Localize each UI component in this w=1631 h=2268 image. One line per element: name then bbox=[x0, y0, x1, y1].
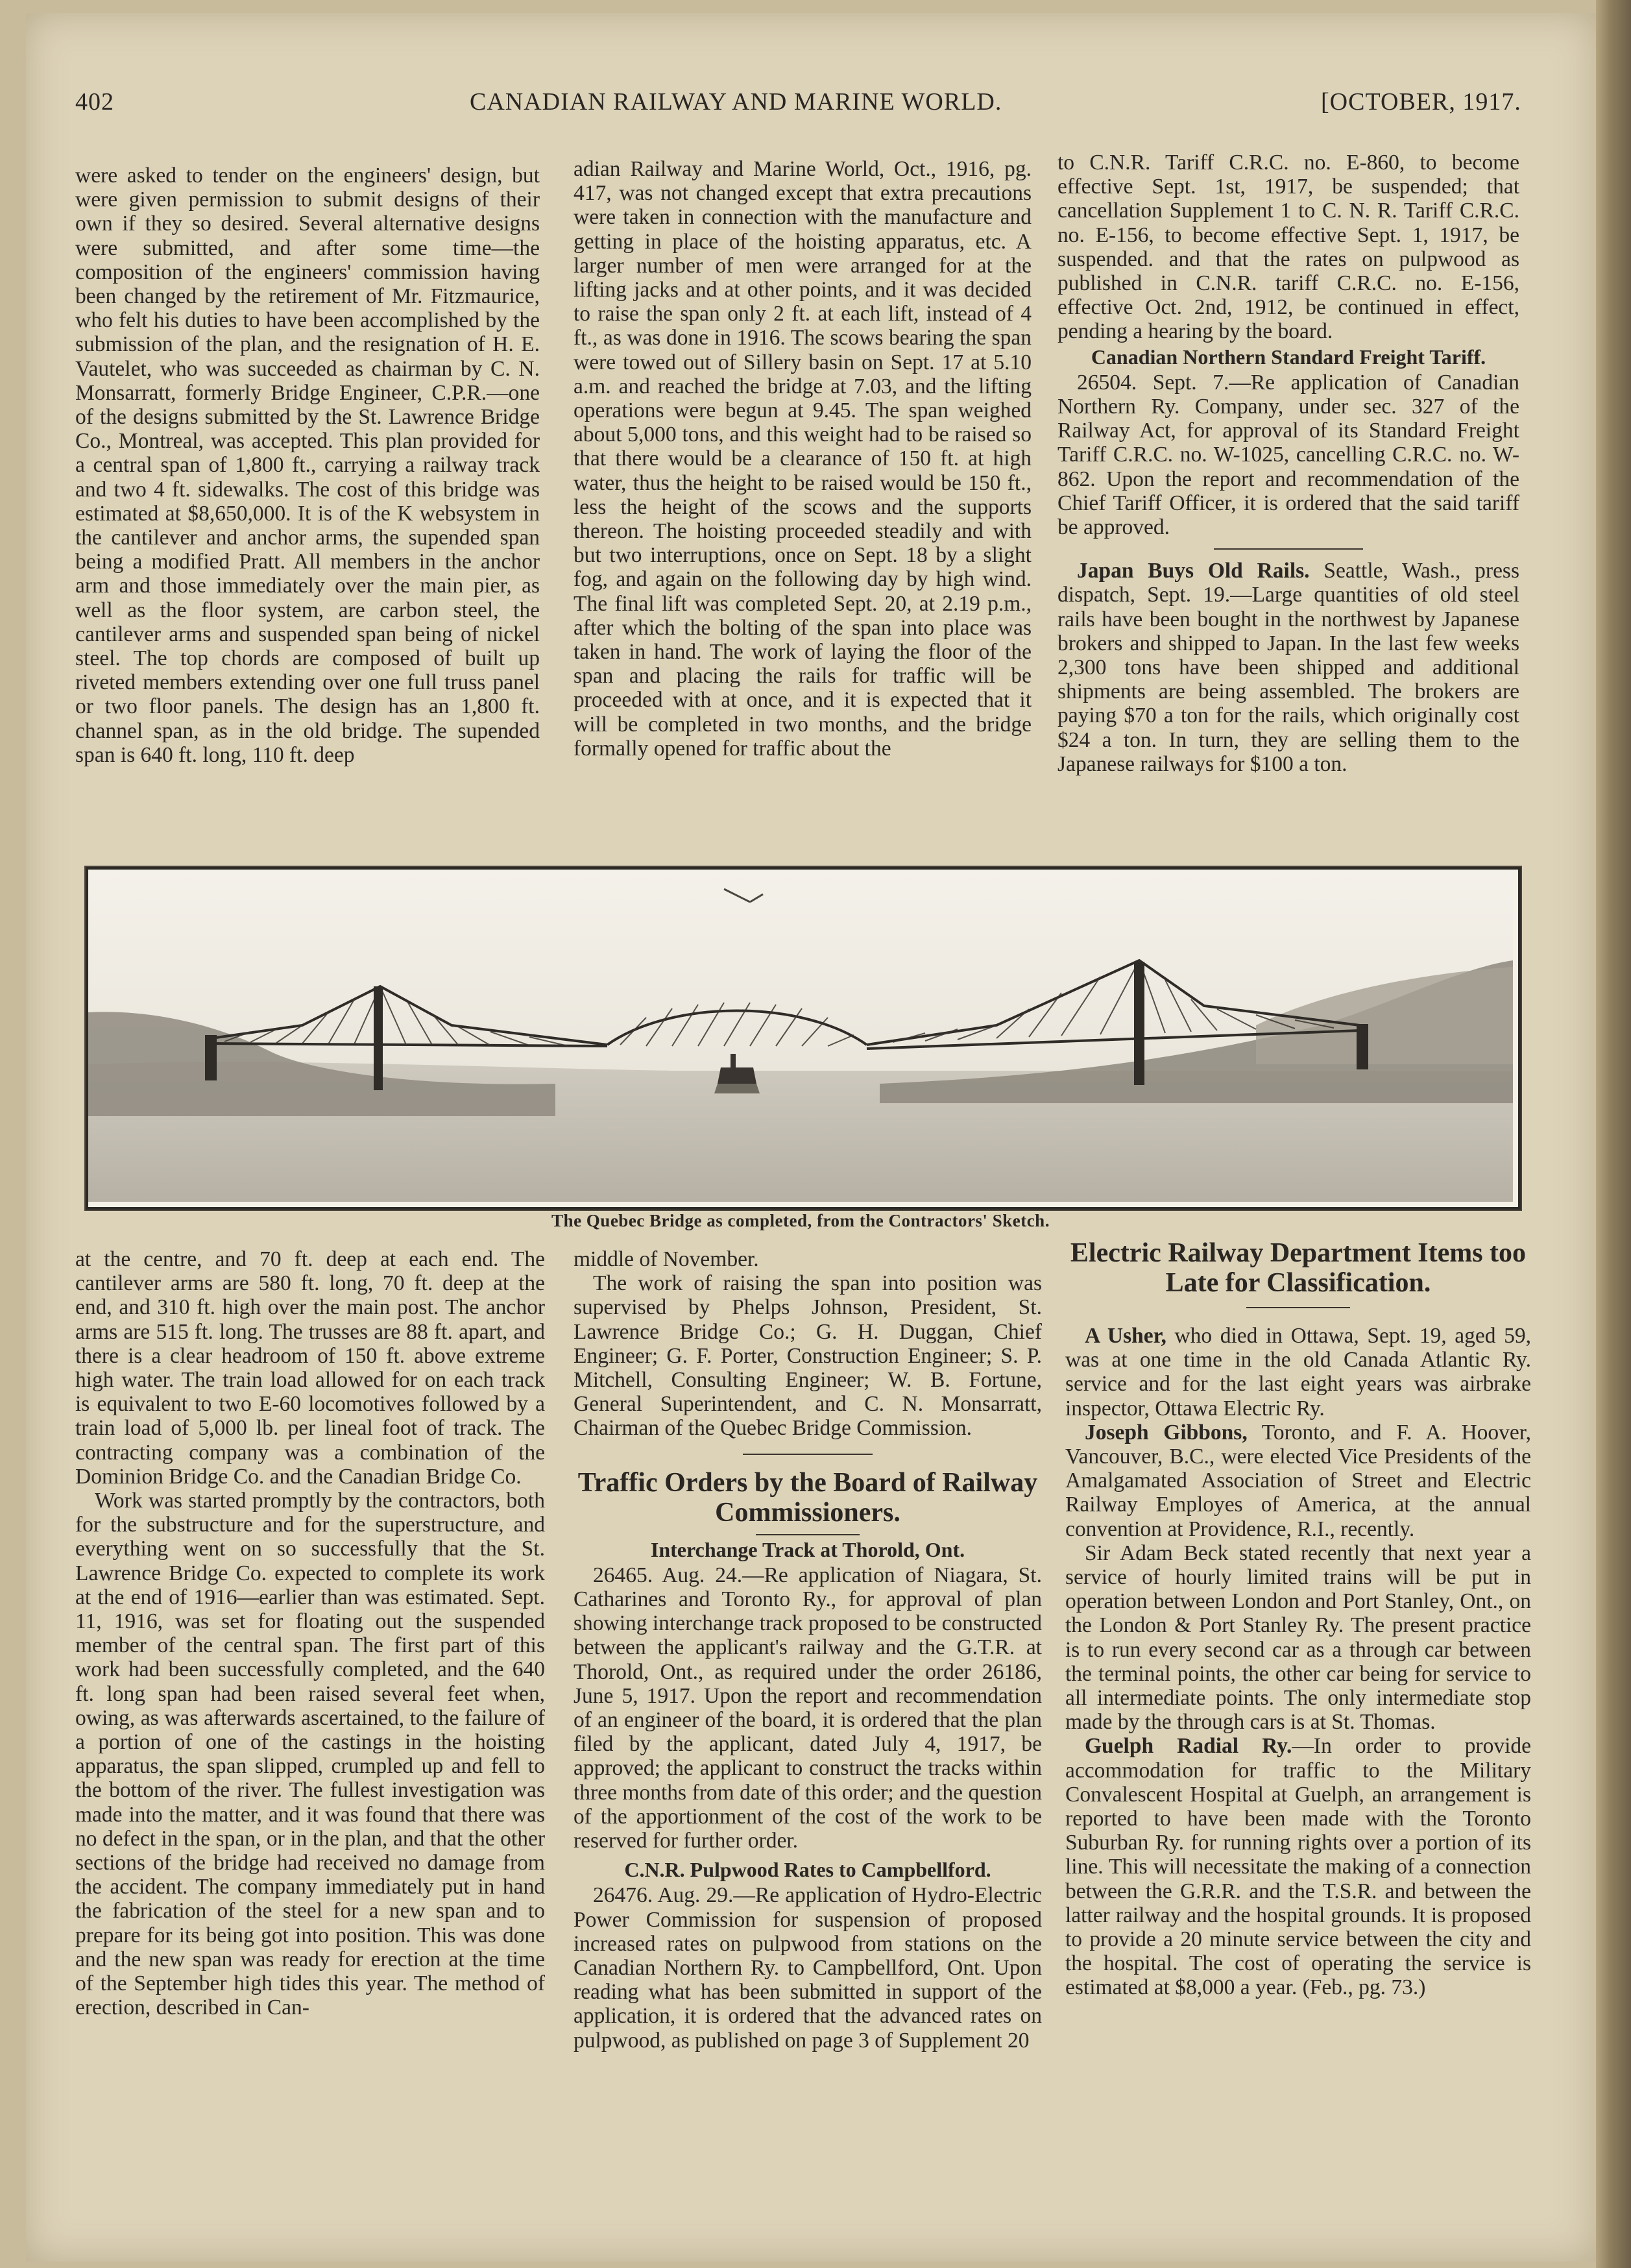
section-subheading: Canadian Northern Standard Freight Tariff. bbox=[1091, 345, 1486, 369]
news-item bbox=[1065, 1421, 1531, 1541]
news-item-lead: A Usher, bbox=[1085, 1324, 1166, 1348]
article-text: middle of November. bbox=[574, 1247, 759, 1271]
page-number: 402 bbox=[75, 88, 114, 116]
bottom-column-1 bbox=[75, 1247, 545, 2020]
news-item bbox=[1057, 559, 1519, 776]
news-item-text: —In order to provide accommodation for traffic to the Military Convalescent Hospital at Guelph, an arrangement is reported to have been made with the Toronto Suburban Ry. for running rights over a portion of its line. This will necessitate the making of a connection between the G.R.R. and the T.S.R. and between the latter railway and the hospital grounds. It is proposed to provide a 20 minute service between the city and the hospital. The cost of operating the service is estimated at $8,000 a year. (Feb., pg. 73.) bbox=[1065, 1734, 1531, 2000]
section-subheading: Interchange Track at Thorold, Ont. bbox=[650, 1537, 965, 1561]
news-item-lead: Japan Buys Old Rails. bbox=[1077, 559, 1310, 583]
news-item-text: Seattle, Wash., press dispatch, Sept. 19.—Large quantities of old steel rails have been bought in the northwest by Japanese brokers and shipped to Japan. In the last few weeks 2,300 tons have been shipped and additional shipments are being assembled. The brokers are paying $70 a ton for the rails, which originally cost $24 a ton. In turn, they are selling them to the Japanese railways for $100 a ton. bbox=[1057, 559, 1520, 776]
news-item-text: Toronto, and F. A. Hoover, Vancouver, B.C., were elected Vice Presidents of the Amalgamated Association of Street and Electric Railway Employes of America, at the annual convention at Providence, R.I., recently. bbox=[1065, 1420, 1531, 1541]
bottom-column-2 bbox=[574, 1247, 1042, 2053]
article-text: The work of raising the span into position was supervised by Phelps Johnson, President, St. Lawrence Bridge Co.; G. H. Duggan, Chief Engineer; G. F. Porter, Construction Engineer; S. P. Mitchell, Consulting Engineer; W. B. Fortune, General Superintendent, and C. N. Monsarratt, Chairman of the Quebec Bridge Commission. bbox=[574, 1271, 1042, 1441]
page-edge bbox=[1596, 0, 1631, 2268]
article-continuation-text: were asked to tender on the engineers' design, but were given permission to submit designs of their own if they so desired. Several alternative designs were submitted, and after some time—the composition of the engineers' commission having been changed by the retirement of Mr. Fitzmaurice, who felt his duties to have been accomplished by the submission of the plan, and the resignation of H. E. Vautelet, who was succeeded as chairman by C. N. Monsarratt, formerly Bridge Engineer, C.P.R.—one of the designs submitted by the St. Lawrence Bridge Co., Montreal, was accepted. This plan provided for a central span of 1,800 ft., carrying a railway track and two 4 ft. sidewalks. The cost of this bridge was estimated at $8,650,000. It is of the K websystem in the cantilever and anchor arms, the supended span being a modified Pratt. All members in the anchor arm and those immediately over the main pier, as well as the floor system, are carbon steel, the cantilever arms and suspended span being of nickel steel. The top chords are composed of built up riveted members extending over one full truss panel or two floor panels. The design has an 1,800 ft. channel span, as in the old bridge. The supended span is 640 ft. long, 110 ft. deep bbox=[75, 164, 540, 767]
news-item bbox=[1065, 1324, 1531, 1421]
article-continuation-text: adian Railway and Marine World, Oct., 1916, pg. 417, was not changed except that extra precautions were taken in connection with the manufacture and getting in place of the hoisting apparatus, etc. A larger number of men were arranged for at the lifting jacks and at other points, and it was decided to raise the span only 2 ft. at each lift, instead of 4 ft., as was done in 1916. The scows bearing the span were towed out of Sillery basin on Sept. 17 at 5.10 a.m. and reached the bridge at 7.03, and the lifting operations were begun at 9.45. The span weighed about 5,000 tons, and this weight had to be raised so that there would be a clearance of 150 ft. at high water, thus the height to be raised would be 150 ft., less the height of the scows and the supports thereon. The hoisting proceeded steadily and with but two interruptions, once on Sept. 18 by a slight fog, and again on the following day by high wind. The final lift was completed Sept. 20, at 2.19 p.m., after which the bolting of the span into place was taken in hand. The work of laying the floor of the span and placing the rails for traffic will be proceeded with at once, and it is expected that it will be completed in two months, and the bridge formally opened for traffic about the bbox=[574, 157, 1032, 761]
quebec-bridge-illustration bbox=[88, 870, 1513, 1202]
bottom-column-3 bbox=[1065, 1236, 1531, 2000]
order-text: 26476. Aug. 29.—Re application of Hydro-Electric Power Commission for suspension of proposed increased rates on pulpwood from stations on the Canadian Northern Ry. to Campbellford, Ont. Upon reading what has been submitted in support of the application, it is ordered that the advanced rates on pulpwood, as published on page 3 of Supplement 20 bbox=[574, 1883, 1042, 2053]
heading-divider bbox=[756, 1534, 860, 1535]
photo-caption: The Quebec Bridge as completed, from the Contractors' Sketch. bbox=[551, 1211, 1050, 1230]
tariff-order-text: 26504. Sept. 7.—Re application of Canadian Northern Ry. Company, under sec. 327 of the Railway Act, for approval of its Standard Freight Tariff C.R.C. no. W-1025, cancelling C.R.C. no. W-862. Upon the report and recommendation of the Chief Tariff Officer, it is ordered that the said tariff be approved. bbox=[1057, 370, 1519, 540]
tariff-order-text: to C.N.R. Tariff C.R.C. no. E-860, to become effective Sept. 1st, 1917, be suspended; that cancellation Supplement 1 to C. N. R. Tariff C.R.C. no. E-156, to become effective Sept. 1, 1917, be suspended. and that the rates on pulpwood as published in C.N.R. tariff C.R.C. no. E-156, effective Oct. 2nd, 1912, be continued in effect, pending a hearing by the board. bbox=[1057, 151, 1519, 344]
section-heading: Traffic Orders by the Board of Railway Commissioners. bbox=[577, 1467, 1038, 1528]
section-divider bbox=[743, 1454, 873, 1455]
news-item-lead: Joseph Gibbons, bbox=[1085, 1420, 1248, 1445]
section-heading: Electric Railway Department Items too Late for Classification. bbox=[1070, 1238, 1527, 1298]
section-divider bbox=[1214, 548, 1363, 550]
top-column-1 bbox=[75, 164, 540, 767]
news-item bbox=[1065, 1734, 1531, 1999]
top-column-3 bbox=[1057, 151, 1519, 776]
news-item-lead: Guelph Radial Ry. bbox=[1085, 1734, 1292, 1759]
section-subheading: C.N.R. Pulpwood Rates to Campbellford. bbox=[624, 1858, 991, 1882]
news-item: Sir Adam Beck stated recently that next year a service of hourly limited trains will be put in operation between London and Port Stanley, Ont., on the London & Port Stanley Ry. The present practice is to run every second car as a through car between the terminal points, the other car being for service to all intermediate points. The only intermediate stop made by the through cars is at St. Thomas. bbox=[1065, 1541, 1531, 1735]
order-text: 26465. Aug. 24.—Re application of Niagara, St. Catharines and Toronto Ry., for approval of plan showing interchange track proposed to be constructed between the applicant's railway and the G.T.R. at Thorold, Ont., as required under the order 26186, June 5, 1917. Upon the report and recommendation of an engineer of the board, it is ordered that the plan filed by the applicant, dated July 4, 1917, be approved; the applicant to construct the tracks within three months from date of this order; and the question of the apportionment of the cost of the work to be reserved for further order. bbox=[574, 1563, 1042, 1853]
issue-date: [OCTOBER, 1917. bbox=[1321, 88, 1521, 116]
heading-divider bbox=[1246, 1307, 1350, 1308]
news-item-text: who died in Ottawa, Sept. 19, aged 59, was at one time in the old Canada Atlantic Ry. service and for the last eight years was airbrake inspector, Ottawa Electric Ry. bbox=[1065, 1324, 1532, 1421]
journal-title: CANADIAN RAILWAY AND MARINE WORLD. bbox=[470, 88, 1002, 116]
bridge-photo bbox=[86, 867, 1521, 1210]
article-text: Work was started promptly by the contractors, both for the substructure and for the superstructure, and everything went on so successfully that the St. Lawrence Bridge Co. expected to complete its work at the end of 1916—earlier than was estimated. Sept. 11, 1916, was set for floating out the suspended member of the central span. The first part of this work had been successfully completed, and the 640 ft. long span had been raised several feet when, owing, as was afterwards ascertained, to the failure of a portion of one of the castings in the hoisting apparatus, the span slipped, crumpled up and fell to the bottom of the river. The fullest investigation was made into the matter, and it was found that there was no defect in the span, or in the plan, and that the other sections of the bridge had received no damage from the accident. The company immediately put in hand the fabrication of the steel for a new span and to prepare for its being got into position. This was done and the new span was ready for erection at the time of the September high tides this year. The method of erection, described in Can- bbox=[75, 1489, 545, 2020]
article-text: at the centre, and 70 ft. deep at each end. The cantilever arms are 580 ft. long, 70 ft. deep at the end, and 310 ft. high over the main post. The anchor arms are 515 ft. long. The trusses are 88 ft. apart, and there is a clear headroom of 150 ft. above extreme high water. The train load allowed for on each track is equivalent to two E-60 locomotives followed by a train load of 5,000 lb. per lineal foot of track. The contracting company was a combination of the Dominion Bridge Co. and the Canadian Bridge Co. bbox=[75, 1247, 545, 1489]
top-column-2 bbox=[574, 157, 1032, 761]
